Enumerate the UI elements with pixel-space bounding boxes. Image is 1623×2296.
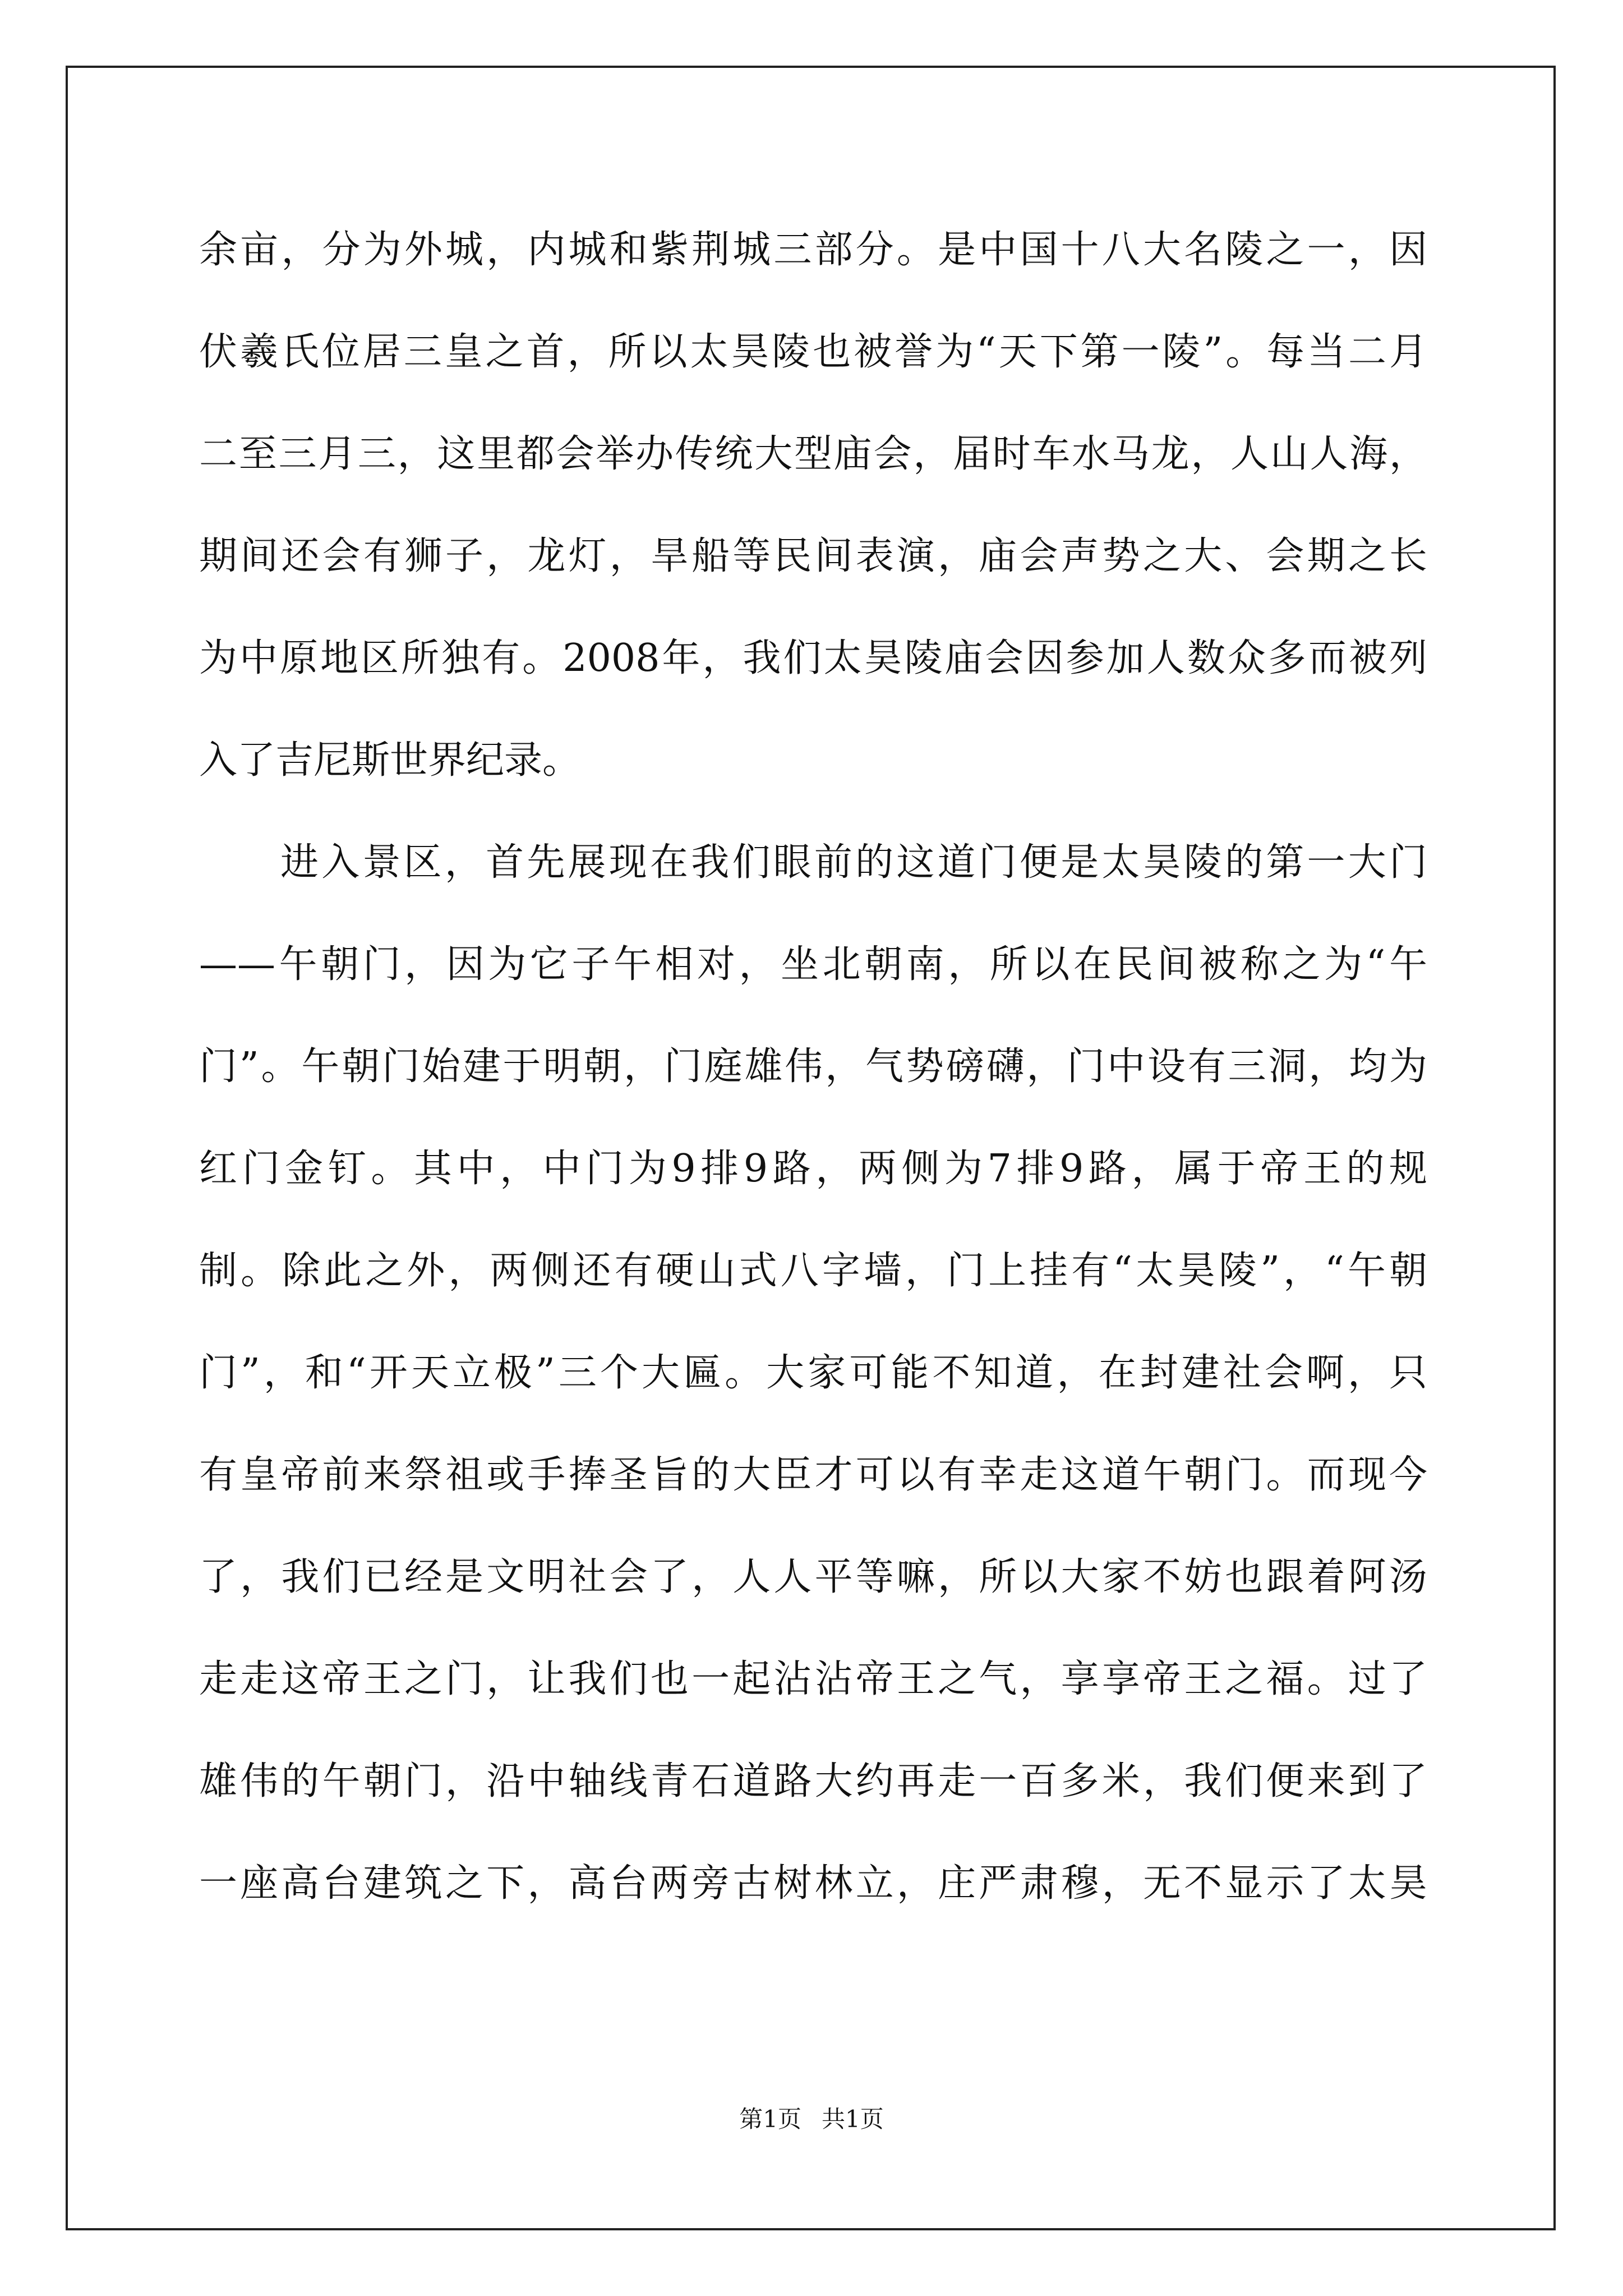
text-line: 了，我们已经是文明社会了，人人平等嘛，所以大家不妨也跟着阿汤 xyxy=(199,1555,1427,1599)
page-number: 第1页 xyxy=(739,2105,801,2133)
text-line: 一座高台建筑之下，高台两旁古树林立，庄严肃穆，无不显示了太昊 xyxy=(199,1861,1427,1906)
text-line: ——午朝门，因为它子午相对，坐北朝南，所以在民间被称之为“午 xyxy=(199,942,1427,987)
page-footer xyxy=(0,2101,1623,2134)
text-line: 余亩，分为外城，内城和紫荆城三部分。是中国十八大名陵之一，因 xyxy=(199,228,1427,272)
document-body xyxy=(199,199,1427,1935)
text-line: 为中原地区所独有。2008年，我们太昊陵庙会因参加人数众多而被列 xyxy=(199,636,1427,680)
text-line: 走走这帝王之门，让我们也一起沾沾帝王之气，享享帝王之福。过了 xyxy=(199,1657,1427,1701)
text-line: 二至三月三，这里都会举办传统大型庙会，届时车水马龙，人山人海， xyxy=(199,432,1427,476)
text-line: 伏羲氏位居三皇之首，所以太昊陵也被誉为“天下第一陵”。每当二月 xyxy=(199,330,1427,374)
text-line: 门”，和“开天立极”三个大匾。大家可能不知道，在封建社会啊，只 xyxy=(199,1351,1427,1395)
text-line: 期间还会有狮子，龙灯，旱船等民间表演，庙会声势之大、会期之长 xyxy=(199,534,1427,578)
text-line: 门”。午朝门始建于明朝，门庭雄伟，气势磅礴，门中设有三洞，均为 xyxy=(199,1045,1427,1089)
text-line: 有皇帝前来祭祖或手捧圣旨的大臣才可以有幸走这道午朝门。而现今 xyxy=(199,1453,1427,1497)
page-total: 共1页 xyxy=(822,2105,884,2133)
text-line: 入了吉尼斯世界纪录。 xyxy=(199,738,581,783)
text-line: 雄伟的午朝门，沿中轴线青石道路大约再走一百多米，我们便来到了 xyxy=(199,1759,1427,1803)
text-line: 制。除此之外，两侧还有硬山式八字墙，门上挂有“太昊陵”，“午朝 xyxy=(199,1249,1427,1293)
text-line: 进入景区，首先展现在我们眼前的这道门便是太昊陵的第一大门 xyxy=(280,840,1427,885)
text-line: 红门金钉。其中，中门为9排9路，两侧为7排9路，属于帝王的规 xyxy=(199,1147,1427,1191)
